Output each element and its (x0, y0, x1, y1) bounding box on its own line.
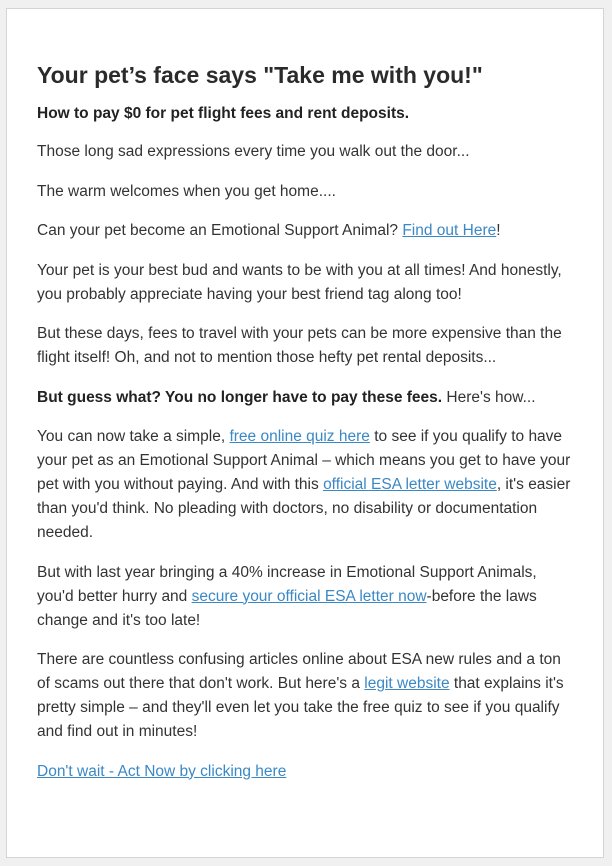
email-content (37, 60, 577, 799)
guess-what-bold: But guess what? You no longer have to pay these fees. (37, 388, 443, 406)
esa-question-exclaim: ! (496, 222, 501, 239)
paragraph-cta (37, 760, 577, 784)
email-body (6, 8, 604, 858)
increase-text-before: But with last year bringing a 40% increase in Emotional Support Animals, you'd better hurry and (37, 563, 537, 605)
esa-question-text: Can your pet become an Emotional Support Animal? (37, 222, 403, 239)
paragraph-increase (37, 561, 577, 633)
official-esa-letter-website-link[interactable]: official ESA letter website (323, 476, 497, 493)
increase-text-after: -before the laws change and it's too late! (37, 587, 537, 629)
secure-esa-letter-link[interactable]: secure your official ESA letter now (191, 587, 427, 605)
paragraph-guess-what (37, 386, 577, 410)
paragraph-warm-welcomes: The warm welcomes when you get home.... (37, 182, 336, 200)
legit-text-after: that explains it's pretty simple – and they'll even let you take the free quiz to see if you qualify and find out in minutes! (37, 675, 564, 740)
find-out-here-link[interactable]: Find out Here (402, 222, 497, 239)
paragraph-esa-question (37, 219, 577, 243)
quiz-text-before: You can now take a simple, (37, 428, 230, 445)
quiz-text-middle: to see if you qualify to have your pet as an Emotional Support Animal – which means you get to have your pet with you without paying. And with this (37, 428, 571, 493)
legit-website-link[interactable]: legit website (364, 675, 450, 692)
act-now-link[interactable]: Don't wait - Act Now by clicking here (37, 762, 287, 780)
paragraph-best-bud: Your pet is your best bud and wants to be with you at all times! And honestly, you probably appreciate having your best friend tag along too! (37, 261, 562, 303)
quiz-text-after: , it's easier than you'd think. No pleading with doctors, no disability or documentation needed. (37, 476, 571, 541)
free-online-quiz-link[interactable]: free online quiz here (229, 428, 370, 445)
subheadline: How to pay $0 for pet flight fees and rent deposits. (37, 105, 410, 122)
headline: Your pet’s face says "Take me with you!" (37, 62, 483, 88)
paragraph-fees: But these days, fees to travel with your pets can be more expensive than the flight itself! Oh, and not to mention those hefty pet rental deposits... (37, 325, 562, 366)
paragraph-sad-expressions: Those long sad expressions every time you walk out the door... (37, 143, 470, 160)
paragraph-legit-website (37, 648, 577, 744)
paragraph-quiz (37, 425, 577, 545)
legit-text-before: There are countless confusing articles online about ESA new rules and a ton of scams out there that don't work. But here's a (37, 651, 561, 692)
heres-how-text: Here's how... (442, 388, 536, 406)
